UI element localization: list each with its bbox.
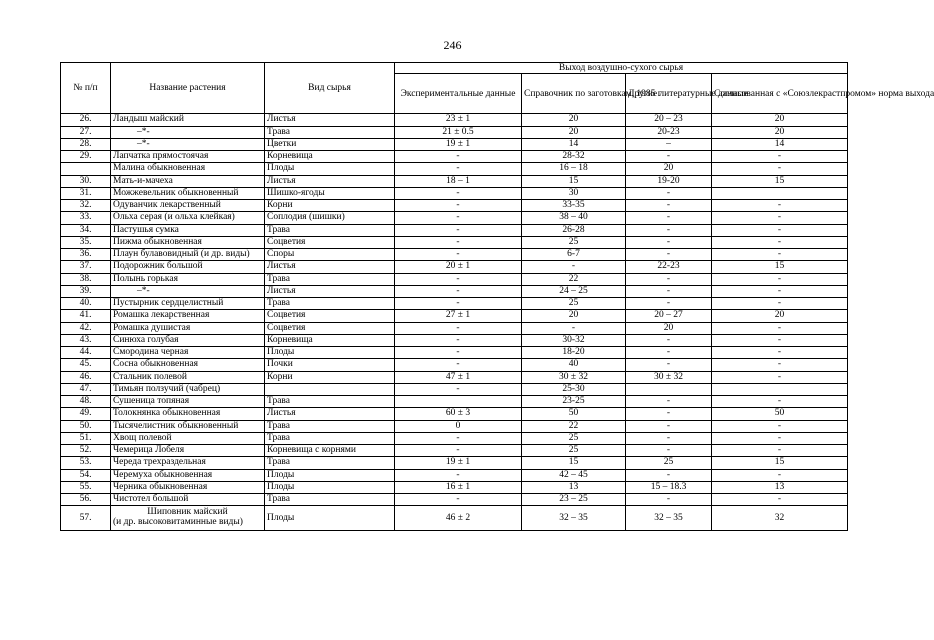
- cell-norm: -: [712, 359, 848, 371]
- cell-plant-name: Сушеница топяная: [111, 396, 265, 408]
- cell-num: 53.: [61, 457, 111, 469]
- cell-reference: 14: [522, 138, 626, 150]
- cell-experimental: 20 ± 1: [395, 261, 522, 273]
- cell-plant-name: Тысячелистник обыкновенный: [111, 420, 265, 432]
- cell-raw-kind: Трава: [265, 420, 395, 432]
- cell-norm: 13: [712, 481, 848, 493]
- cell-raw-kind: Плоды: [265, 481, 395, 493]
- cell-norm: -: [712, 494, 848, 506]
- cell-reference: 15: [522, 457, 626, 469]
- cell-literature: 20: [626, 163, 712, 175]
- cell-raw-kind: Почки: [265, 359, 395, 371]
- cell-literature: -: [626, 420, 712, 432]
- cell-norm: 15: [712, 457, 848, 469]
- table-row: [61, 151, 848, 163]
- cell-raw-kind: Плоды: [265, 506, 395, 531]
- table-row: [61, 469, 848, 481]
- cell-num: 55.: [61, 481, 111, 493]
- cell-literature: 30 ± 32: [626, 371, 712, 383]
- cell-experimental: -: [395, 163, 522, 175]
- raw-material-yield-table: [60, 62, 934, 531]
- cell-reference: 25: [522, 432, 626, 444]
- cell-reference: 25: [522, 445, 626, 457]
- cell-literature: -: [626, 285, 712, 297]
- cell-num: 44.: [61, 347, 111, 359]
- table-row: [61, 383, 848, 395]
- cell-plant-name: Мать-и-мачеха: [111, 175, 265, 187]
- cell-literature: -: [626, 408, 712, 420]
- cell-reference: 42 – 45: [522, 469, 626, 481]
- table-row: [61, 224, 848, 236]
- cell-plant-name: –*-: [111, 126, 265, 138]
- cell-experimental: -: [395, 494, 522, 506]
- table-row: [61, 175, 848, 187]
- cell-norm: -: [712, 212, 848, 224]
- table-row: [61, 212, 848, 224]
- cell-num: 29.: [61, 151, 111, 163]
- cell-raw-kind: Листья: [265, 285, 395, 297]
- cell-literature: -: [626, 212, 712, 224]
- cell-num: 27.: [61, 126, 111, 138]
- table-row: [61, 432, 848, 444]
- cell-experimental: -: [395, 187, 522, 199]
- cell-experimental: -: [395, 224, 522, 236]
- cell-norm: -: [712, 322, 848, 334]
- table-row: [61, 187, 848, 199]
- cell-num: [61, 163, 111, 175]
- cell-reference: 25: [522, 236, 626, 248]
- cell-num: 33.: [61, 212, 111, 224]
- cell-plant-name: –*-: [111, 285, 265, 297]
- cell-raw-kind: Плоды: [265, 469, 395, 481]
- cell-experimental: -: [395, 236, 522, 248]
- cell-plant-name: Ромашка лекарственная: [111, 310, 265, 322]
- cell-raw-kind: Споры: [265, 249, 395, 261]
- cell-literature: -: [626, 249, 712, 261]
- cell-norm: -: [712, 224, 848, 236]
- cell-literature: 20-23: [626, 126, 712, 138]
- cell-norm: [712, 187, 848, 199]
- cell-experimental: 23 ± 1: [395, 114, 522, 126]
- cell-raw-kind: Корневища: [265, 151, 395, 163]
- cell-experimental: 46 ± 2: [395, 506, 522, 531]
- cell-reference: 40: [522, 359, 626, 371]
- cell-experimental: -: [395, 359, 522, 371]
- table-row: [61, 261, 848, 273]
- cell-reference: -: [522, 322, 626, 334]
- table-row: [61, 494, 848, 506]
- cell-num: 42.: [61, 322, 111, 334]
- cell-raw-kind: Трава: [265, 126, 395, 138]
- cell-literature: -: [626, 347, 712, 359]
- cell-literature: 20: [626, 322, 712, 334]
- cell-num: 45.: [61, 359, 111, 371]
- cell-plant-name: Черника обыкновенная: [111, 481, 265, 493]
- cell-experimental: -: [395, 151, 522, 163]
- table-row: [61, 322, 848, 334]
- cell-plant-name: Стальник полевой: [111, 371, 265, 383]
- cell-norm: -: [712, 432, 848, 444]
- cell-num: 52.: [61, 445, 111, 457]
- cell-plant-name: Черемуха обыкновенная: [111, 469, 265, 481]
- cell-raw-kind: Корни: [265, 200, 395, 212]
- table-row: [61, 298, 848, 310]
- cell-raw-kind: Трава: [265, 494, 395, 506]
- cell-num: 46.: [61, 371, 111, 383]
- cell-norm: -: [712, 298, 848, 310]
- cell-num: 34.: [61, 224, 111, 236]
- table-row: [61, 445, 848, 457]
- cell-norm: 20: [712, 114, 848, 126]
- cell-experimental: -: [395, 298, 522, 310]
- cell-num: 51.: [61, 432, 111, 444]
- cell-literature: -: [626, 396, 712, 408]
- cell-num: 38.: [61, 273, 111, 285]
- table-row: [61, 249, 848, 261]
- cell-norm: 20: [712, 126, 848, 138]
- cell-norm: -: [712, 396, 848, 408]
- cell-raw-kind: Плоды: [265, 163, 395, 175]
- table-row: [61, 420, 848, 432]
- cell-plant-name: Синюха голубая: [111, 334, 265, 346]
- cell-experimental: 0: [395, 420, 522, 432]
- header-agreed-norm: Согласованная с «Союзлекрастпромом» норма выхода: [712, 74, 848, 114]
- cell-norm: 14: [712, 138, 848, 150]
- cell-raw-kind: Корневища с корнями: [265, 445, 395, 457]
- cell-norm: 50: [712, 408, 848, 420]
- table-row: [61, 481, 848, 493]
- cell-norm: -: [712, 249, 848, 261]
- cell-experimental: -: [395, 445, 522, 457]
- table-row: [61, 236, 848, 248]
- cell-plant-name: Плаун булавовидный (и др. виды): [111, 249, 265, 261]
- cell-raw-kind: Листья: [265, 114, 395, 126]
- cell-raw-kind: Листья: [265, 261, 395, 273]
- cell-norm: -: [712, 285, 848, 297]
- cell-plant-name: Череда трехраздельная: [111, 457, 265, 469]
- cell-num: 57.: [61, 506, 111, 531]
- header-num: № п/п: [61, 63, 111, 114]
- cell-norm: -: [712, 469, 848, 481]
- cell-experimental: 16 ± 1: [395, 481, 522, 493]
- cell-experimental: [395, 396, 522, 408]
- cell-plant-name: Ромашка душистая: [111, 322, 265, 334]
- cell-reference: 33-35: [522, 200, 626, 212]
- cell-reference: 15: [522, 175, 626, 187]
- cell-norm: -: [712, 334, 848, 346]
- cell-num: 56.: [61, 494, 111, 506]
- cell-num: 47.: [61, 383, 111, 395]
- cell-raw-kind: Трава: [265, 457, 395, 469]
- cell-raw-kind: Соцветия: [265, 236, 395, 248]
- cell-experimental: -: [395, 383, 522, 395]
- table-row: [61, 396, 848, 408]
- cell-norm: -: [712, 420, 848, 432]
- cell-raw-kind: Соцветия: [265, 322, 395, 334]
- cell-reference: 23-25: [522, 396, 626, 408]
- header-experimental: Экспериментальные данные: [395, 74, 522, 114]
- plant-name-line1: Шиповник майский: [147, 507, 228, 518]
- cell-norm: 15: [712, 175, 848, 187]
- table-row: [61, 285, 848, 297]
- cell-plant-name: Пастушья сумка: [111, 224, 265, 236]
- cell-plant-name: Чемерица Лобеля: [111, 445, 265, 457]
- cell-num: 41.: [61, 310, 111, 322]
- cell-reference: 30: [522, 187, 626, 199]
- cell-plant-name: Смородина черная: [111, 347, 265, 359]
- cell-num: 30.: [61, 175, 111, 187]
- cell-plant-name: Подорожник большой: [111, 261, 265, 273]
- cell-literature: 32 – 35: [626, 506, 712, 531]
- cell-reference: 30 ± 32: [522, 371, 626, 383]
- cell-norm: 15: [712, 261, 848, 273]
- cell-literature: 15 – 18.3: [626, 481, 712, 493]
- cell-experimental: 19 ± 1: [395, 457, 522, 469]
- cell-plant-name: –*-: [111, 138, 265, 150]
- cell-plant-name: Одуванчик лекарственный: [111, 200, 265, 212]
- plant-name-line2: (и др. высоковитаминные виды): [113, 517, 243, 528]
- cell-experimental: -: [395, 200, 522, 212]
- cell-plant-name: Чистотел большой: [111, 494, 265, 506]
- cell-experimental: 60 ± 3: [395, 408, 522, 420]
- cell-reference: 13: [522, 481, 626, 493]
- cell-num: 32.: [61, 200, 111, 212]
- cell-num: 43.: [61, 334, 111, 346]
- cell-norm: -: [712, 151, 848, 163]
- cell-literature: -: [626, 187, 712, 199]
- cell-reference: 30-32: [522, 334, 626, 346]
- cell-literature: -: [626, 273, 712, 285]
- cell-raw-kind: Плоды: [265, 347, 395, 359]
- cell-num: 36.: [61, 249, 111, 261]
- cell-raw-kind: Трава: [265, 273, 395, 285]
- cell-literature: -: [626, 432, 712, 444]
- header-yield-group: Выход воздушно-сухого сырья: [395, 63, 848, 74]
- cell-literature: 20 – 23: [626, 114, 712, 126]
- header-raw-kind: Вид сырья: [265, 63, 395, 114]
- cell-experimental: -: [395, 322, 522, 334]
- cell-raw-kind: Соцветия: [265, 310, 395, 322]
- table-row: [61, 408, 848, 420]
- cell-experimental: 47 ± 1: [395, 371, 522, 383]
- cell-reference: 24 – 25: [522, 285, 626, 297]
- cell-plant-name: Тимьян ползучий (чабрец): [111, 383, 265, 395]
- cell-num: 35.: [61, 236, 111, 248]
- cell-num: 40.: [61, 298, 111, 310]
- cell-norm: -: [712, 371, 848, 383]
- cell-raw-kind: Корни: [265, 371, 395, 383]
- cell-experimental: 19 ± 1: [395, 138, 522, 150]
- cell-literature: -: [626, 445, 712, 457]
- cell-plant-name: Сосна обыкновенная: [111, 359, 265, 371]
- cell-experimental: 18 – 1: [395, 175, 522, 187]
- cell-reference: 22: [522, 420, 626, 432]
- cell-plant-name: Малина обыкновенная: [111, 163, 265, 175]
- cell-raw-kind: Соплодия (шишки): [265, 212, 395, 224]
- cell-raw-kind: Шишко-ягоды: [265, 187, 395, 199]
- cell-reference: 20: [522, 114, 626, 126]
- table-row: [61, 334, 848, 346]
- cell-norm: -: [712, 347, 848, 359]
- cell-norm: -: [712, 200, 848, 212]
- cell-norm: 32: [712, 506, 848, 531]
- cell-num: 31.: [61, 187, 111, 199]
- cell-reference: 23 – 25: [522, 494, 626, 506]
- cell-literature: -: [626, 298, 712, 310]
- cell-norm: -: [712, 273, 848, 285]
- cell-reference: 32 – 35: [522, 506, 626, 531]
- cell-literature: 22-23: [626, 261, 712, 273]
- cell-literature: –: [626, 138, 712, 150]
- cell-experimental: -: [395, 285, 522, 297]
- cell-plant-name: Полынь горькая: [111, 273, 265, 285]
- cell-num: 48.: [61, 396, 111, 408]
- cell-raw-kind: Трава: [265, 298, 395, 310]
- cell-plant-name: [111, 506, 265, 531]
- cell-num: 28.: [61, 138, 111, 150]
- header-plant-name: Название растения: [111, 63, 265, 114]
- table-row: [61, 371, 848, 383]
- cell-literature: -: [626, 334, 712, 346]
- table-body: [61, 114, 848, 531]
- cell-reference: 22: [522, 273, 626, 285]
- cell-num: 54.: [61, 469, 111, 481]
- cell-plant-name: Пустырник сердцелистный: [111, 298, 265, 310]
- cell-reference: 28-32: [522, 151, 626, 163]
- cell-experimental: -: [395, 334, 522, 346]
- cell-plant-name: Можжевельник обыкновенный: [111, 187, 265, 199]
- cell-literature: 25: [626, 457, 712, 469]
- cell-reference: 6-7: [522, 249, 626, 261]
- cell-reference: 18-20: [522, 347, 626, 359]
- cell-literature: -: [626, 200, 712, 212]
- cell-reference: 26-28: [522, 224, 626, 236]
- cell-literature: -: [626, 359, 712, 371]
- cell-literature: -: [626, 151, 712, 163]
- cell-experimental: -: [395, 469, 522, 481]
- cell-raw-kind: Трава: [265, 396, 395, 408]
- cell-raw-kind: Листья: [265, 408, 395, 420]
- cell-reference: 38 – 40: [522, 212, 626, 224]
- table-row: [61, 506, 848, 531]
- cell-experimental: -: [395, 273, 522, 285]
- cell-experimental: -: [395, 432, 522, 444]
- cell-reference: 20: [522, 310, 626, 322]
- cell-reference: 25-30: [522, 383, 626, 395]
- cell-raw-kind: [265, 383, 395, 395]
- table-row: [61, 310, 848, 322]
- cell-raw-kind: Трава: [265, 432, 395, 444]
- cell-reference: 20: [522, 126, 626, 138]
- cell-experimental: -: [395, 347, 522, 359]
- cell-experimental: -: [395, 249, 522, 261]
- cell-reference: 50: [522, 408, 626, 420]
- cell-literature: -: [626, 494, 712, 506]
- table-row: [61, 347, 848, 359]
- cell-literature: [626, 383, 712, 395]
- table-row: [61, 138, 848, 150]
- cell-norm: 20: [712, 310, 848, 322]
- cell-plant-name: Ландыш майский: [111, 114, 265, 126]
- cell-norm: -: [712, 445, 848, 457]
- cell-literature: 19-20: [626, 175, 712, 187]
- cell-plant-name: Лапчатка прямостоячая: [111, 151, 265, 163]
- cell-plant-name: Пижма обыкновенная: [111, 236, 265, 248]
- cell-raw-kind: Цветки: [265, 138, 395, 150]
- cell-experimental: 27 ± 1: [395, 310, 522, 322]
- cell-raw-kind: Трава: [265, 224, 395, 236]
- table-row: [61, 163, 848, 175]
- table-row: [61, 457, 848, 469]
- table-row: [61, 126, 848, 138]
- cell-literature: -: [626, 236, 712, 248]
- cell-num: 37.: [61, 261, 111, 273]
- cell-reference: 25: [522, 298, 626, 310]
- cell-literature: -: [626, 469, 712, 481]
- cell-reference: 16 – 18: [522, 163, 626, 175]
- cell-num: 39.: [61, 285, 111, 297]
- cell-num: 50.: [61, 420, 111, 432]
- table-row: [61, 200, 848, 212]
- table-row: [61, 273, 848, 285]
- table-row: [61, 359, 848, 371]
- cell-experimental: -: [395, 212, 522, 224]
- cell-norm: -: [712, 236, 848, 248]
- header-reference-1985: Справочник по заготовкам, 1985 г: [522, 74, 626, 114]
- cell-plant-name: Ольха серая (и ольха клейкая): [111, 212, 265, 224]
- table-row: [61, 114, 848, 126]
- cell-raw-kind: Корневища: [265, 334, 395, 346]
- cell-experimental: 21 ± 0.5: [395, 126, 522, 138]
- cell-num: 26.: [61, 114, 111, 126]
- cell-literature: 20 – 27: [626, 310, 712, 322]
- cell-literature: -: [626, 224, 712, 236]
- cell-norm: [712, 383, 848, 395]
- cell-raw-kind: Листья: [265, 175, 395, 187]
- cell-plant-name: Хвощ полевой: [111, 432, 265, 444]
- cell-num: 49.: [61, 408, 111, 420]
- cell-reference: -: [522, 261, 626, 273]
- header-other-literature: Другие литературные данные: [626, 74, 712, 114]
- page-number: 246: [443, 38, 462, 52]
- cell-norm: -: [712, 163, 848, 175]
- cell-plant-name: Толокнянка обыкновенная: [111, 408, 265, 420]
